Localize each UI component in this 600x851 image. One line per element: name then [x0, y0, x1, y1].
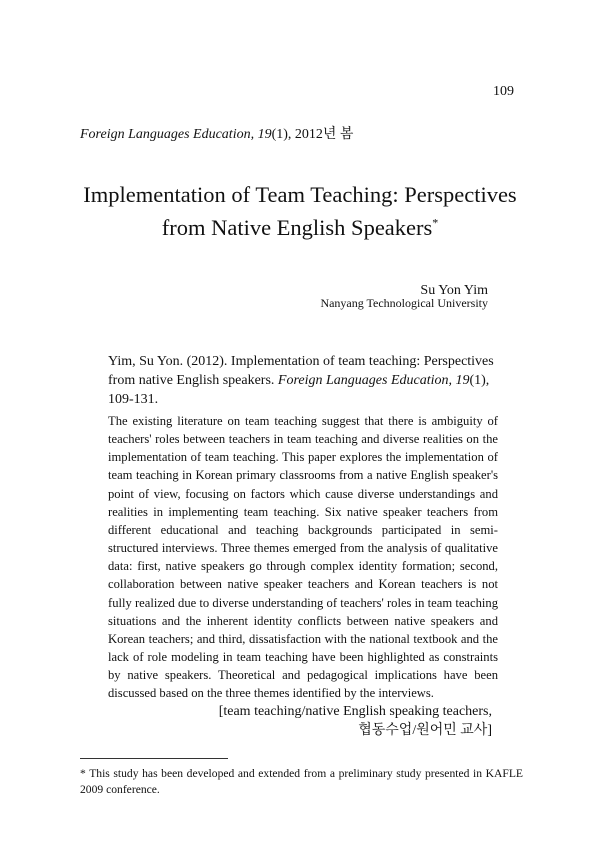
- title-line-1: Implementation of Team Teaching: Perspectives: [83, 182, 517, 207]
- title-line-2: from Native English Speakers: [161, 215, 433, 240]
- running-head: [80, 123, 353, 143]
- paper-title: [0, 178, 600, 244]
- journal-issue-year: (1), 2012년 봄: [271, 127, 354, 142]
- footnote: * This study has been developed and extended from a preliminary study presented in KAFLE 2009 conference.: [80, 767, 523, 796]
- citation-volume: 19: [455, 373, 470, 388]
- citation-pages: (1), 109-131.: [108, 373, 490, 407]
- citation: [108, 352, 498, 409]
- author-name: Su Yon Yim: [420, 283, 488, 298]
- title-footnote-marker: *: [432, 215, 439, 230]
- page-number: 109: [493, 84, 514, 99]
- keywords-line-2: 협동수업/원어민 교사]: [358, 723, 492, 738]
- author-affiliation: Nanyang Technological University: [320, 296, 488, 310]
- journal-volume: 19: [257, 127, 272, 142]
- journal-name: Foreign Languages Education,: [80, 127, 255, 142]
- footnote-divider: [80, 758, 228, 759]
- keywords-line-1: [team teaching/native English speaking teachers,: [218, 704, 492, 719]
- abstract: The existing literature on team teaching suggest that there is ambiguity of teachers' roles between teachers in team teaching and diverse realities on the implementation of team teaching. This paper explores the implementation of team teaching in Korean primary classrooms from a native English speaker's point of view, focusing on factors which cause diverse understandings and realities in implementing team teaching. Six native speaker teachers from different educational and teaching backgrounds participated in semi-structured interviews. Three themes emerged from the analysis of qualitative data: first, native speakers go through complex identity formation; second, collaboration between native speaker teachers and Korean teachers is not fully realized due to diverse understanding of teachers' roles in team teaching situations and the inherent identity conflicts between native speakers and Korean teachers; and third, dissatisfaction with the national textbook and the lack of role modeling in team teaching have been highlighted as constraints by native speakers. Theoretical and pedagogical implications have been discussed based on the three themes identified by the interviews.: [108, 414, 498, 701]
- citation-journal: Foreign Languages Education,: [277, 373, 452, 388]
- keywords: [219, 702, 492, 740]
- citation-text: Yim, Su Yon. (2012). Implementation of team teaching: Perspectives from native English speakers.: [108, 354, 494, 388]
